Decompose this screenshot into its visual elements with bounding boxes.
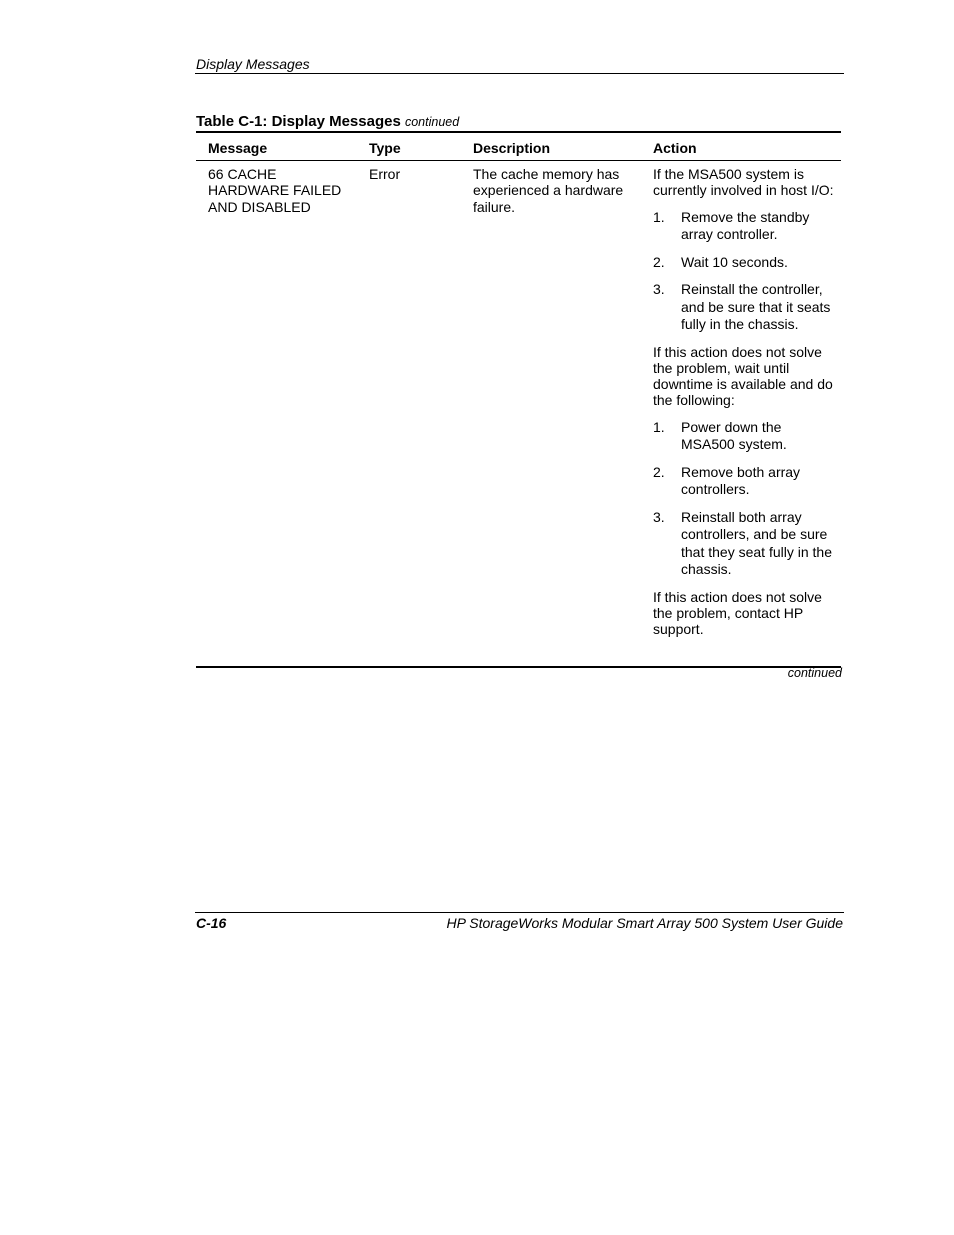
action-step [653,281,838,334]
step-text: Power down the MSA500 system. [681,418,787,453]
step-text: Reinstall both array controllers, and be sure that they seat fully in the chassis. [681,508,832,578]
step-number: 3. [653,281,665,298]
table-caption-title: Table C-1: Display Messages [196,113,401,130]
step-number: 2. [653,253,665,270]
table-row [196,161,841,668]
step-number: 3. [653,508,665,525]
action-step [653,464,838,499]
step-text: Remove both array controllers. [681,463,801,498]
action-middle: If this action does not solve the problem, wait until downtime is available and do the following: [653,343,833,409]
action-step [653,509,838,579]
step-number: 1. [653,418,665,435]
table-header-row [196,133,841,161]
step-text: Remove the standby array controller. [681,208,810,243]
step-number: 1. [653,208,665,225]
action-cell [653,166,838,648]
column-header-type: Type [369,140,401,156]
column-header-description: Description [473,140,551,156]
step-text: Reinstall the controller, and be sure that it seats fully in the chassis. [681,281,831,333]
footer-rule [195,912,844,913]
table-continued-note: continued [787,666,842,680]
running-head: Display Messages [196,56,310,72]
action-intro: If the MSA500 system is currently involved in host I/O: [653,166,834,199]
action-end: If this action does not solve the problem, contact HP support. [653,588,822,638]
step-text: Wait 10 seconds. [681,253,788,270]
column-header-message: Message [208,140,268,156]
column-header-action: Action [653,140,697,156]
table-caption [196,113,459,130]
description-cell: The cache memory has experienced a hardware failure. [473,166,624,215]
message-cell: 66 CACHE HARDWARE FAILED AND DISABLED [208,166,342,215]
action-step [653,209,838,244]
action-step [653,419,838,454]
table-caption-continued: continued [404,115,460,129]
type-cell: Error [369,166,401,182]
page-number: C-16 [196,915,227,931]
display-messages-table [196,131,841,668]
guide-title: HP StorageWorks Modular Smart Array 500 System User Guide [446,915,843,931]
action-step [653,254,838,272]
step-number: 2. [653,463,665,480]
header-rule [195,73,844,74]
